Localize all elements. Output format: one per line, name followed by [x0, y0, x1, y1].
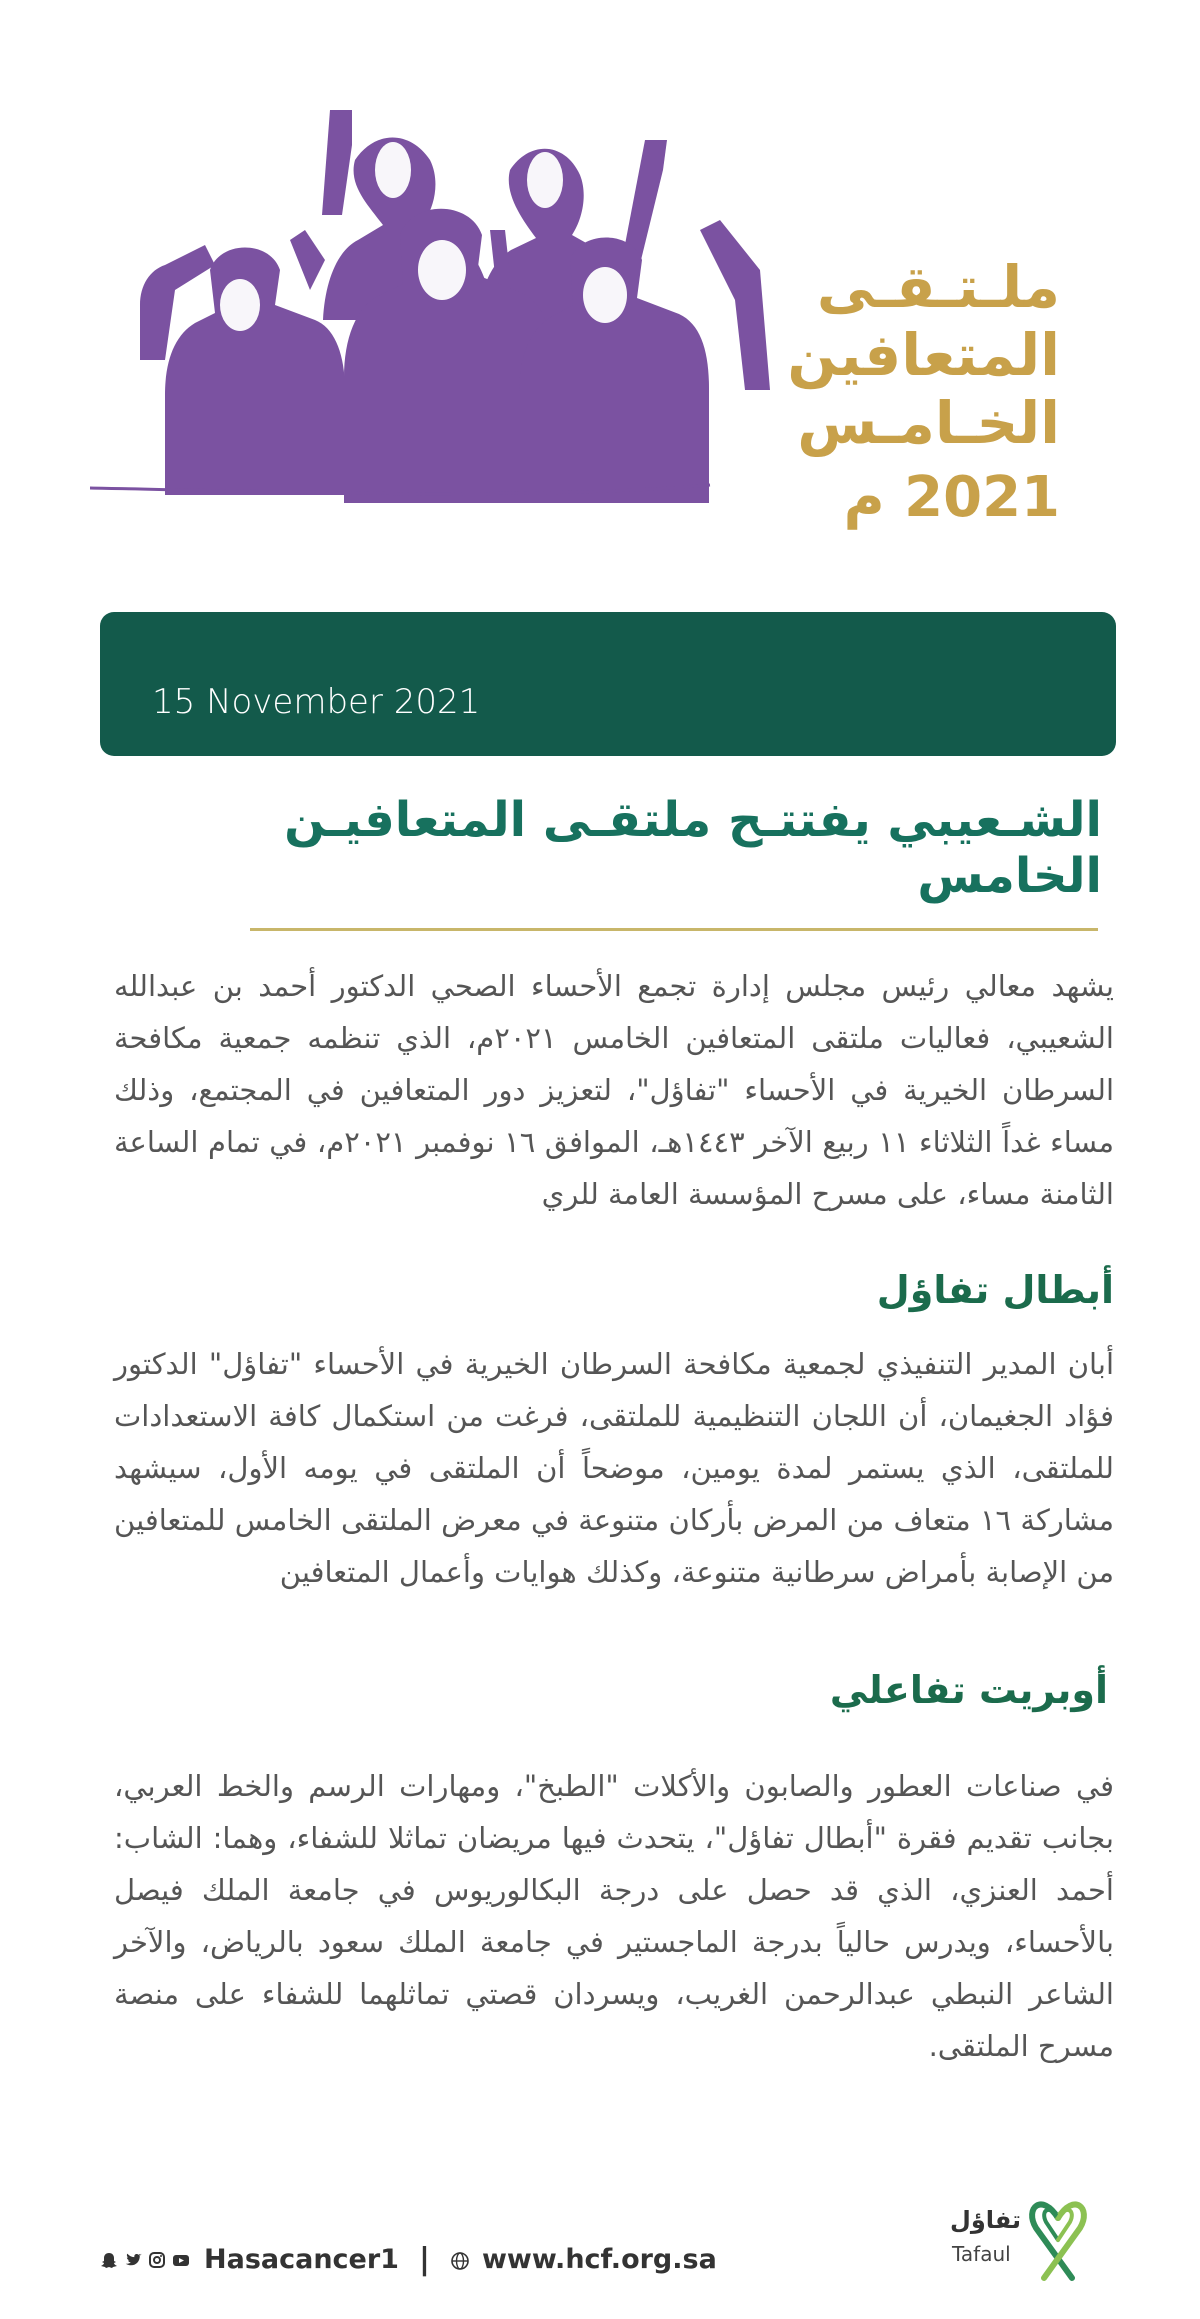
event-title-year: 2021 م — [843, 465, 1060, 530]
event-title-line1: ملـتـقـى — [816, 253, 1060, 321]
tafaul-logo — [950, 2188, 1100, 2288]
footer-separator: | — [418, 2242, 430, 2277]
globe-icon — [450, 2251, 468, 2269]
instagram-icon[interactable] — [148, 2251, 166, 2269]
paragraph-3: في صناعات العطور والصابون والأكلات "الطبخ"، ومهارات الرسم والخط العربي، بجانب تقديم فقرة "أبطال تفاؤل"، يتحدث فيها مريضان تماثلا للشفاء، وهما: الشاب: أحمد العنزي، الذي قد حصل على درجة البكالوريوس في جامعة الملك فيصل بالأحساء، ويدرس حالياً بدرجة الماجستير في جامعة الملك سعود بالرياض، والآخر الشاعر النبطي عبدالرحمن الغريب، ويسردان قصتي تماثلهما للشفاء على منصة مسرح الملتقى. — [114, 1769, 1114, 2063]
twitter-icon[interactable] — [124, 2251, 142, 2269]
event-title — [787, 253, 1060, 530]
date-banner — [100, 612, 1116, 756]
logo-arabic-text: تفاؤل — [950, 2206, 1022, 2234]
social-bar — [100, 2242, 717, 2277]
event-title-line3: الخـامـس — [797, 389, 1060, 457]
date-text: 15 November 2021 — [152, 682, 481, 722]
headline: الشـعيبي يفتتـح ملتقـى المتعافيـن الخامس — [284, 792, 1102, 904]
ribbon-heart-icon — [1022, 2188, 1094, 2286]
snapchat-icon[interactable] — [100, 2251, 118, 2269]
event-title-line2: المتعافين — [787, 321, 1060, 389]
divider-line — [250, 928, 1098, 931]
section-title-operetta: أوبريت تفاعلي — [829, 1668, 1108, 1712]
paragraph-2: أبان المدير التنفيذي لجمعية مكافحة السرطان الخيرية في الأحساء "تفاؤل" الدكتور فؤاد الجغيمان، أن اللجان التنظيمية للملتقى، فرغت من استكمال كافة الاستعدادات للملتقى، الذي يستمر لمدة يومين، موضحاً أن الملتقى في يومه الأول، سيشهد مشاركة ١٦ متعاف من المرض بأركان متنوعة في معرض الملتقى الخامس للمتعافين من الإصابة بأمراض سرطانية متنوعة، وكذلك هوايات وأعمال المتعافين — [114, 1347, 1114, 1589]
paragraph-1: يشهد معالي رئيس مجلس إدارة تجمع الأحساء الصحي الدكتور أحمد بن عبدالله الشعيبي، فعاليات ملتقى المتعافين الخامس ٢٠٢١م، الذي تنظمه جمعية مكافحة السرطان الخيرية في الأحساء "تفاؤل"، لتعزيز دور المتعافين في المجتمع، وذلك مساء غداً الثلاثاء ١١ ربيع الآخر ١٤٤٣هـ، الموافق ١٦ نوفمبر ٢٠٢١م، في تمام الساعة الثامنة مساء، على مسرح المؤسسة العامة للري — [114, 969, 1114, 1211]
social-handle[interactable]: Hasacancer1 — [204, 2244, 399, 2275]
section-title-heroes: أبطال تفاؤل — [876, 1268, 1114, 1312]
logo-english-text: Tafaul — [952, 2242, 1011, 2266]
youtube-icon[interactable] — [172, 2251, 190, 2269]
website-link[interactable]: www.hcf.org.sa — [481, 2244, 717, 2275]
